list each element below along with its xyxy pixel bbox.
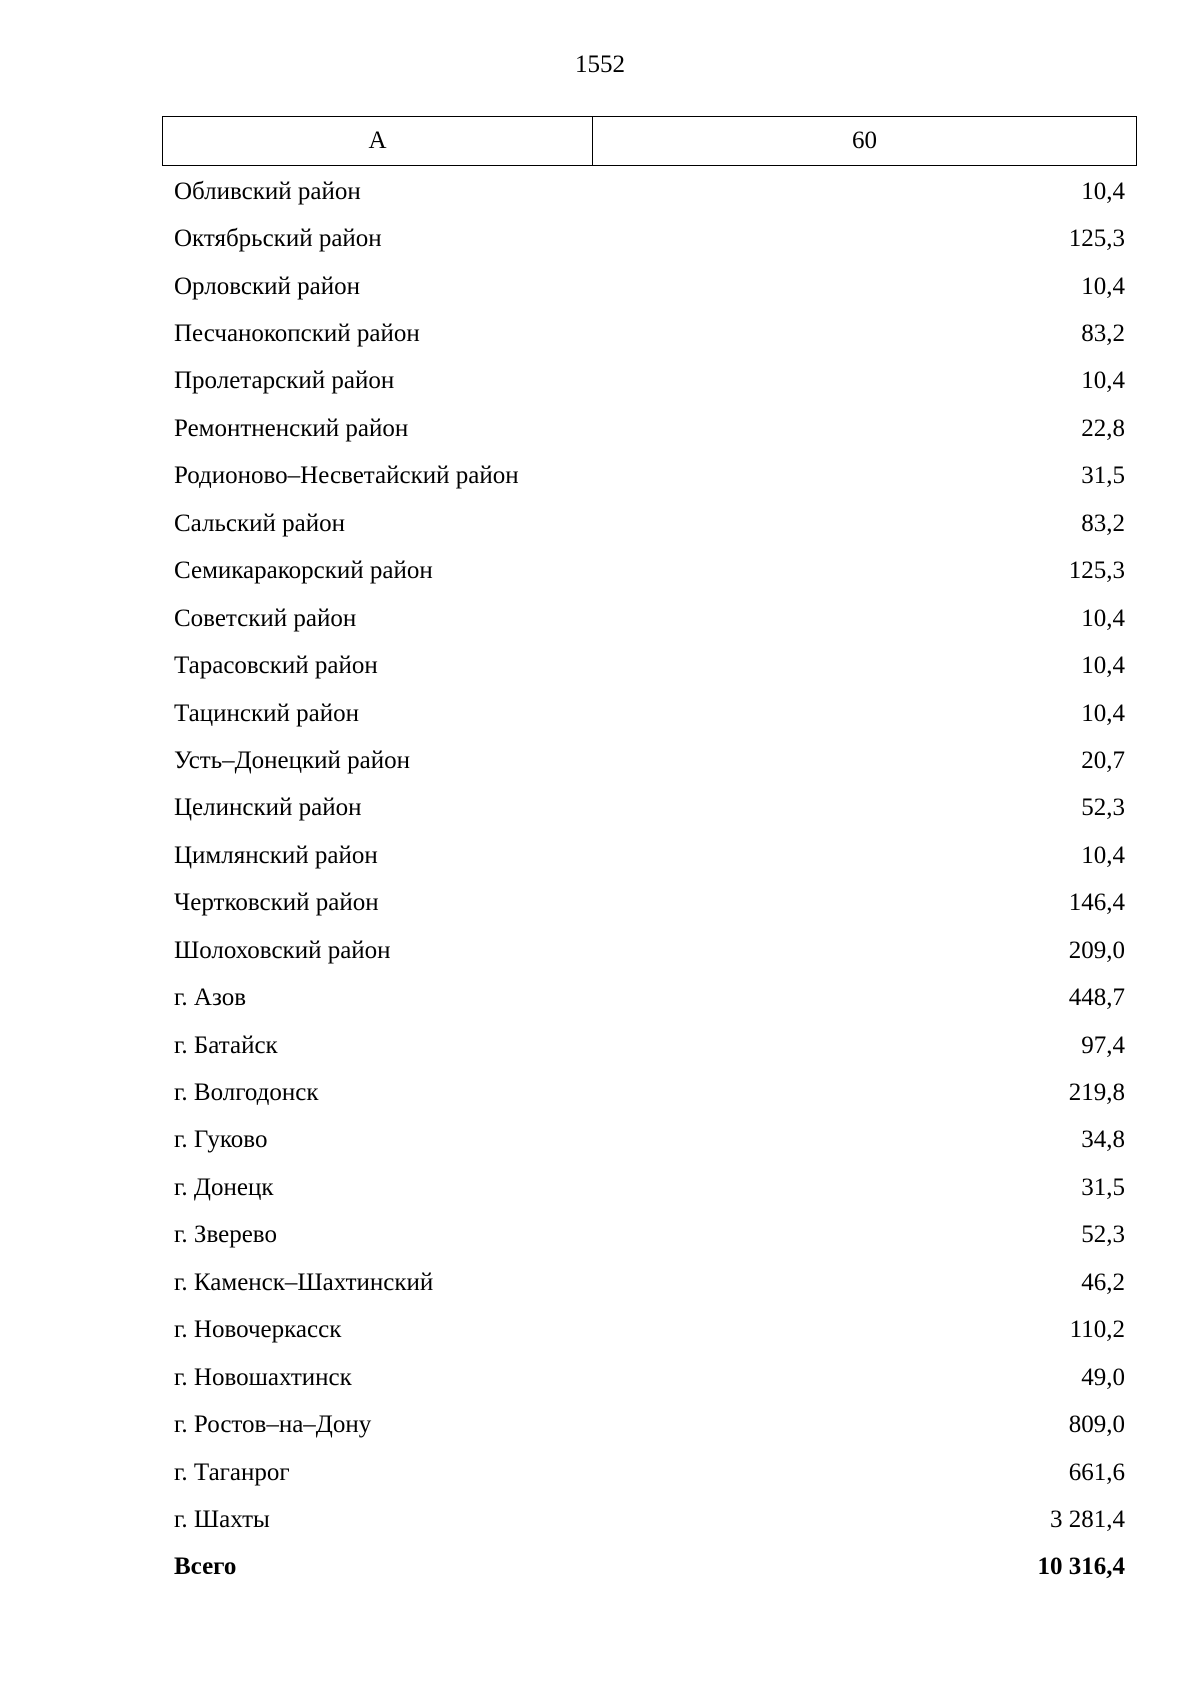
row-name: г. Волгодонск: [174, 1079, 319, 1107]
table-row: [162, 168, 1137, 215]
table-row: [162, 1069, 1137, 1116]
row-value: 49,0: [1081, 1363, 1125, 1391]
row-value: 661,6: [1068, 1458, 1125, 1486]
row-name: Орловский район: [174, 272, 360, 300]
table-row: [162, 310, 1137, 357]
table-row: [162, 690, 1137, 737]
table-row: [162, 1307, 1137, 1354]
row-value: 31,5: [1081, 1173, 1125, 1201]
row-value: 3 281,4: [1050, 1505, 1125, 1533]
table-row: [162, 548, 1137, 595]
row-value: 10,4: [1081, 272, 1125, 300]
table-row: [162, 927, 1137, 974]
table-row: [162, 453, 1137, 500]
row-value: 110,2: [1069, 1316, 1125, 1344]
row-value: 46,2: [1081, 1268, 1125, 1296]
row-name: г. Гуково: [174, 1126, 268, 1154]
table-row: [162, 974, 1137, 1021]
header-cell-a: А: [163, 117, 593, 165]
total-value: 10 316,4: [1037, 1553, 1125, 1581]
table-row: [162, 595, 1137, 642]
row-name: Советский район: [174, 604, 357, 632]
row-name: Родионово–Несветайский район: [174, 462, 519, 490]
row-name: Шолоховский район: [174, 936, 391, 964]
table-row: [162, 1022, 1137, 1069]
row-name: г. Донецк: [174, 1173, 274, 1201]
table-row: [162, 1449, 1137, 1496]
table-row: [162, 1164, 1137, 1211]
row-name: г. Каменск–Шахтинский: [174, 1268, 434, 1296]
table-row: [162, 1401, 1137, 1448]
row-value: 10,4: [1081, 652, 1125, 680]
row-value: 83,2: [1081, 320, 1125, 348]
row-value: 34,8: [1081, 1126, 1125, 1154]
table-row: [162, 405, 1137, 452]
row-value: 809,0: [1068, 1411, 1125, 1439]
table-row: [162, 832, 1137, 879]
row-value: 52,3: [1081, 1221, 1125, 1249]
row-value: 125,3: [1068, 225, 1125, 253]
row-name: г. Шахты: [174, 1505, 270, 1533]
table-row: [162, 642, 1137, 689]
row-value: 10,4: [1081, 177, 1125, 205]
row-value: 10,4: [1081, 367, 1125, 395]
row-name: г. Зверево: [174, 1221, 277, 1249]
header-cell-b: 60: [852, 127, 877, 154]
row-name: Сальский район: [174, 509, 345, 537]
row-value: 83,2: [1081, 509, 1125, 537]
table-row: [162, 1212, 1137, 1259]
row-name: г. Азов: [174, 984, 247, 1012]
row-name: Усть–Донецкий район: [174, 746, 411, 774]
row-value: 97,4: [1081, 1031, 1125, 1059]
row-name: г. Батайск: [174, 1031, 278, 1059]
row-value: 10,4: [1081, 699, 1125, 727]
table-header: [162, 116, 1137, 166]
row-name: Октябрьский район: [174, 225, 382, 253]
row-value: 10,4: [1081, 604, 1125, 632]
row-name: г. Новошахтинск: [174, 1363, 352, 1391]
row-value: 20,7: [1081, 746, 1125, 774]
row-name: Семикаракорский район: [174, 557, 433, 585]
table-row: [162, 785, 1137, 832]
row-name: г. Новочеркасск: [174, 1316, 342, 1344]
table-row: [162, 1496, 1137, 1543]
table-row: [162, 880, 1137, 927]
table-body: [162, 168, 1137, 1591]
row-name: Обливский район: [174, 177, 361, 205]
row-name: Пролетарский район: [174, 367, 395, 395]
total-label: Всего: [174, 1553, 237, 1581]
row-value: 31,5: [1081, 462, 1125, 490]
row-value: 22,8: [1081, 414, 1125, 442]
row-name: Тацинский район: [174, 699, 359, 727]
table-row: [162, 1259, 1137, 1306]
table-row: [162, 500, 1137, 547]
page-number: 1552: [575, 51, 625, 78]
row-value: 219,8: [1068, 1079, 1125, 1107]
row-value: 125,3: [1068, 557, 1125, 585]
row-name: Цимлянский район: [174, 841, 378, 869]
table-row: [162, 358, 1137, 405]
row-value: 146,4: [1068, 889, 1125, 917]
row-name: Тарасовский район: [174, 652, 378, 680]
row-name: Целинский район: [174, 794, 362, 822]
total-row: [162, 1544, 1137, 1591]
row-name: Песчанокопский район: [174, 320, 420, 348]
row-name: Ремонтненский район: [174, 414, 409, 442]
row-value: 10,4: [1081, 841, 1125, 869]
row-name: г. Таганрог: [174, 1458, 290, 1486]
row-name: г. Ростов–на–Дону: [174, 1411, 372, 1439]
row-name: Чертковский район: [174, 889, 379, 917]
table-row: [162, 215, 1137, 262]
table-row: [162, 1354, 1137, 1401]
table-row: [162, 263, 1137, 310]
row-value: 52,3: [1081, 794, 1125, 822]
row-value: 209,0: [1068, 936, 1125, 964]
row-value: 448,7: [1068, 984, 1125, 1012]
table-row: [162, 737, 1137, 784]
table-row: [162, 1117, 1137, 1164]
